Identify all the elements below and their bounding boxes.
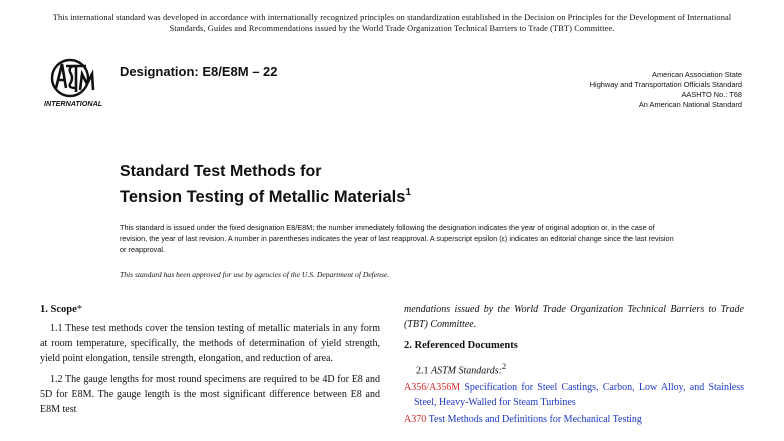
ref-item[interactable] [404,412,744,427]
title-line-2-text: Tension Testing of Metallic Materials [120,188,406,206]
ref-code-link[interactable]: A356/A356M [404,382,461,394]
sub-label: ASTM Standards: [431,365,503,377]
title-footnote: 1 [405,187,412,198]
astm-logo-icon [40,54,112,112]
logo-text: INTERNATIONAL [44,99,103,108]
left-column [40,302,380,417]
scope-heading [40,302,380,317]
astm-standards-subheading [404,359,744,378]
ref-code-link[interactable]: A370 [404,414,427,426]
referenced-documents-heading: 2. Referenced Documents [404,340,518,351]
sub-footnote: 2 [502,362,507,371]
affiliations [482,70,742,110]
designation: Designation: E8/E8M – 22 [120,64,278,79]
scope-heading-text: 1. Scope [40,304,77,315]
right-column [404,302,744,427]
continuation-text: mendations issued by the World Trade Organization Technical Barriers to Trade (TBT) Committee. [404,304,744,330]
affiliation-line: An American National Standard [638,100,742,109]
title-line-1: Standard Test Methods for [120,163,322,180]
affiliation-line: American Association State [652,70,742,79]
ref-item[interactable] [404,380,744,410]
issued-statement: This standard is issued under the fixed designation E8/E8M; the number immediately following the designation indicates the year of original adoption or, in the case of revision, the year of last revision. A number in parentheses indicates the year of last reapproval. A superscript epsilon (ε) indicates an editorial change since the last revision or reapproval. [120,223,674,254]
scope-heading-mark: * [76,304,82,315]
document-title [120,162,411,208]
scope-paragraph-2: 1.2 The gauge lengths for most round specimens are required to be 4D for E8 and 5D for E8M. The gauge length is the most significant difference between E8 and E8M test [40,374,380,415]
ref-title-link[interactable]: Specification for Steel Castings, Carbon, Low Alloy, and Stainless Steel, Heavy-Walled for Steam Turbines [414,382,745,409]
scope-paragraph-1: 1.1 These test methods cover the tension testing of metallic materials in any form at room temperature, specifically, the methods of determination of yield strength, yield point elongation, tensile strength, elongation, and reduction of area. [40,323,380,364]
title-line-2 [120,182,411,208]
ref-title-link[interactable]: Test Methods and Definitions for Mechanical Testing [428,414,642,426]
affiliation-line: Highway and Transportation Officials Standard [589,80,742,89]
sub-number: 2.1 [416,365,429,377]
affiliation-line: AASHTO No.: T68 [681,90,742,99]
international-notice: This international standard was developed in accordance with internationally recognized principles on standardization established in the Decision on Principles for the Development of International Standards, Guides and Recommendations issued by the World Trade Organization Technical Barriers to Trade (TBT) Committee. [52,13,732,33]
dod-approval: This standard has been approved for use by agencies of the U.S. Department of Defense. [120,270,390,279]
